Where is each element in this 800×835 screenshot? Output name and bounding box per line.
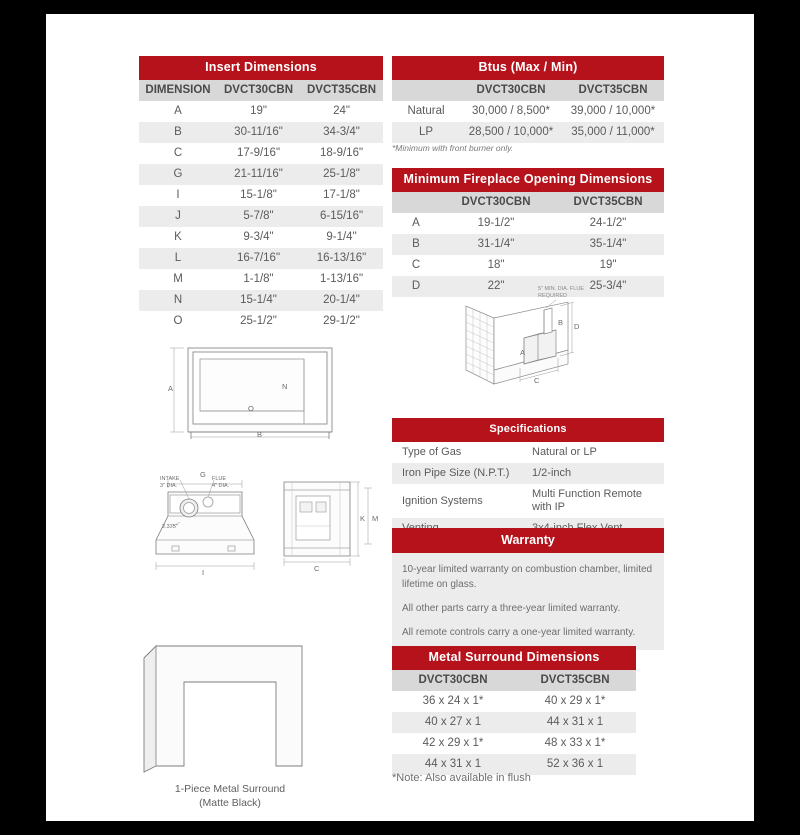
spec-label: Iron Pipe Size (N.P.T.): [392, 463, 522, 484]
dimension-letter: J: [139, 206, 217, 227]
warranty-paragraph: 10-year limited warranty on combustion chamber, limited lifetime on glass.: [402, 564, 653, 590]
dimension-letter: B: [392, 234, 440, 255]
cell-value: 5-7/8": [217, 206, 300, 227]
metal-surround-title: Metal Surround Dimensions: [392, 646, 636, 670]
warranty-body: [392, 553, 664, 650]
cell-value: 20-1/4": [300, 290, 383, 311]
dimension-letter: A: [139, 101, 217, 122]
table-row: [139, 248, 383, 269]
cell-value: 19": [217, 101, 300, 122]
cell-value: 18": [440, 255, 552, 276]
metal-surround-table: [392, 646, 636, 775]
column-header: DIMENSION: [139, 80, 217, 101]
black-border-bottom: [0, 821, 800, 835]
column-header: [392, 80, 460, 101]
cell-value: 30-11/16": [217, 122, 300, 143]
cell-value: 24": [300, 101, 383, 122]
dimension-letter: C: [139, 143, 217, 164]
table-row: [392, 463, 664, 484]
metal-surround-drawing: [138, 638, 318, 773]
btus-footnote: *Minimum with front burner only.: [392, 143, 514, 153]
table-row: [392, 122, 664, 143]
cell-value: 40 x 29 x 1*: [514, 691, 636, 712]
column-header: DVCT35CBN: [300, 80, 383, 101]
cell-value: 1-13/16": [300, 269, 383, 290]
cell-value: 35-1/4": [552, 234, 664, 255]
warranty-paragraph: All remote controls carry a one-year limited warranty.: [402, 627, 636, 638]
warranty-title: Warranty: [392, 528, 664, 553]
plan-label-thickness: 2.375": [162, 524, 178, 530]
specifications-table: [392, 418, 664, 539]
front-label-b: B: [257, 430, 263, 439]
warranty-paragraph: All other parts carry a three-year limited warranty.: [402, 603, 621, 614]
table-row: [392, 213, 664, 234]
dimension-letter: M: [139, 269, 217, 290]
cell-value: 25-1/8": [300, 164, 383, 185]
cell-value: 24-1/2": [552, 213, 664, 234]
minimum-fireplace-opening-table: [392, 168, 664, 297]
cell-value: 29-1/2": [300, 311, 383, 332]
cell-value: 44 x 31 x 1: [514, 712, 636, 733]
plan-label-i: I: [202, 568, 205, 577]
plan-view-drawing: [150, 462, 260, 582]
table-row: [139, 269, 383, 290]
cell-value: 18-9/16": [300, 143, 383, 164]
dimension-letter: A: [392, 213, 440, 234]
metal-surround-footnote: *Note: Also available in flush: [392, 772, 531, 784]
flue-label: FLUE 4" DIA.: [212, 476, 230, 489]
dimension-letter: N: [139, 290, 217, 311]
side-label-m: M: [372, 514, 379, 523]
surround-caption-line2: (Matte Black): [199, 797, 261, 809]
table-row: [139, 206, 383, 227]
vent-note-label: 5" MIN. DIA. FLUE REQUIRED: [538, 286, 584, 299]
table-row: [392, 484, 664, 518]
table-row: [392, 101, 664, 122]
column-header: [392, 192, 440, 213]
cell-value: 16-7/16": [217, 248, 300, 269]
warranty-panel: [392, 528, 664, 650]
column-header: DVCT30CBN: [217, 80, 300, 101]
spec-value: 1/2-inch: [522, 463, 664, 484]
cell-value: 17-9/16": [217, 143, 300, 164]
cell-value: 17-1/8": [300, 185, 383, 206]
spec-value: Multi Function Remote with IP: [522, 484, 664, 518]
vent-label-c: C: [534, 376, 540, 385]
spec-value: Natural or LP: [522, 442, 664, 463]
cell-value: 19": [552, 255, 664, 276]
table-row: [139, 143, 383, 164]
cell-value: 44 x 31 x 1: [392, 754, 514, 775]
cell-value: 28,500 / 10,000*: [460, 122, 562, 143]
black-border-right: [754, 0, 800, 835]
spec-label: Ignition Systems: [392, 484, 522, 518]
dimension-letter: I: [139, 185, 217, 206]
minimum-fireplace-title: Minimum Fireplace Opening Dimensions: [392, 168, 664, 192]
table-row: [139, 290, 383, 311]
intake-label: INTAKE 3" DIA.: [160, 476, 180, 489]
cell-value: 19-1/2": [440, 213, 552, 234]
row-label: LP: [392, 122, 460, 143]
insert-dimensions-table: [139, 56, 383, 332]
table-row: [392, 234, 664, 255]
table-row: [139, 185, 383, 206]
cell-value: 25-1/2": [217, 311, 300, 332]
cell-value: 34-3/4": [300, 122, 383, 143]
cell-value: 15-1/8": [217, 185, 300, 206]
plan-label-g: G: [200, 470, 206, 479]
column-header: DVCT35CBN: [514, 670, 636, 691]
cell-value: 52 x 36 x 1: [514, 754, 636, 775]
dimension-letter: K: [139, 227, 217, 248]
dimension-letter: G: [139, 164, 217, 185]
row-label: Natural: [392, 101, 460, 122]
cell-value: 42 x 29 x 1*: [392, 733, 514, 754]
side-view-drawing: [272, 470, 382, 580]
cell-value: 9-1/4": [300, 227, 383, 248]
cell-value: 35,000 / 11,000*: [562, 122, 664, 143]
column-header: DVCT35CBN: [552, 192, 664, 213]
vent-label-a: A: [520, 348, 526, 357]
column-header: DVCT30CBN: [460, 80, 562, 101]
table-row: [139, 122, 383, 143]
cell-value: 9-3/4": [217, 227, 300, 248]
front-label-a: A: [168, 384, 174, 393]
column-header: DVCT30CBN: [392, 670, 514, 691]
table-row: [392, 733, 636, 754]
cell-value: 21-11/16": [217, 164, 300, 185]
column-header: DVCT35CBN: [562, 80, 664, 101]
cell-value: 40 x 27 x 1: [392, 712, 514, 733]
table-row: [139, 101, 383, 122]
cell-value: 39,000 / 10,000*: [562, 101, 664, 122]
vent-label-b: B: [558, 318, 564, 327]
dimension-letter: C: [392, 255, 440, 276]
cell-value: 6-15/16": [300, 206, 383, 227]
cell-value: 15-1/4": [217, 290, 300, 311]
table-row: [392, 442, 664, 463]
black-border-top: [0, 0, 800, 14]
table-row: [139, 227, 383, 248]
front-label-o: O: [248, 404, 254, 413]
specifications-title: Specifications: [392, 418, 664, 442]
table-row: [139, 311, 383, 332]
vent-label-d: D: [574, 322, 580, 331]
table-row: [392, 712, 636, 733]
front-view-drawing: [160, 340, 360, 455]
dimension-letter: D: [392, 276, 440, 297]
cell-value: 25-3/4": [552, 276, 664, 297]
front-label-n: N: [282, 382, 288, 391]
btus-title: Btus (Max / Min): [392, 56, 664, 80]
dimension-letter: B: [139, 122, 217, 143]
cell-value: 22": [440, 276, 552, 297]
cell-value: 36 x 24 x 1*: [392, 691, 514, 712]
column-header: DVCT30CBN: [440, 192, 552, 213]
side-label-c: C: [314, 564, 320, 573]
spec-label: Type of Gas: [392, 442, 522, 463]
table-row: [392, 691, 636, 712]
black-border-left: [0, 0, 46, 835]
dimension-letter: L: [139, 248, 217, 269]
surround-caption: [140, 782, 320, 810]
cell-value: 48 x 33 x 1*: [514, 733, 636, 754]
cell-value: 30,000 / 8,500*: [460, 101, 562, 122]
cell-value: 31-1/4": [440, 234, 552, 255]
table-row: [139, 164, 383, 185]
insert-dimensions-title: Insert Dimensions: [139, 56, 383, 80]
table-row: [392, 255, 664, 276]
dimension-letter: O: [139, 311, 217, 332]
cell-value: 1-1/8": [217, 269, 300, 290]
side-label-k: K: [360, 514, 366, 523]
cell-value: 16-13/16": [300, 248, 383, 269]
btus-table: [392, 56, 664, 143]
surround-caption-line1: 1-Piece Metal Surround: [174, 783, 286, 795]
